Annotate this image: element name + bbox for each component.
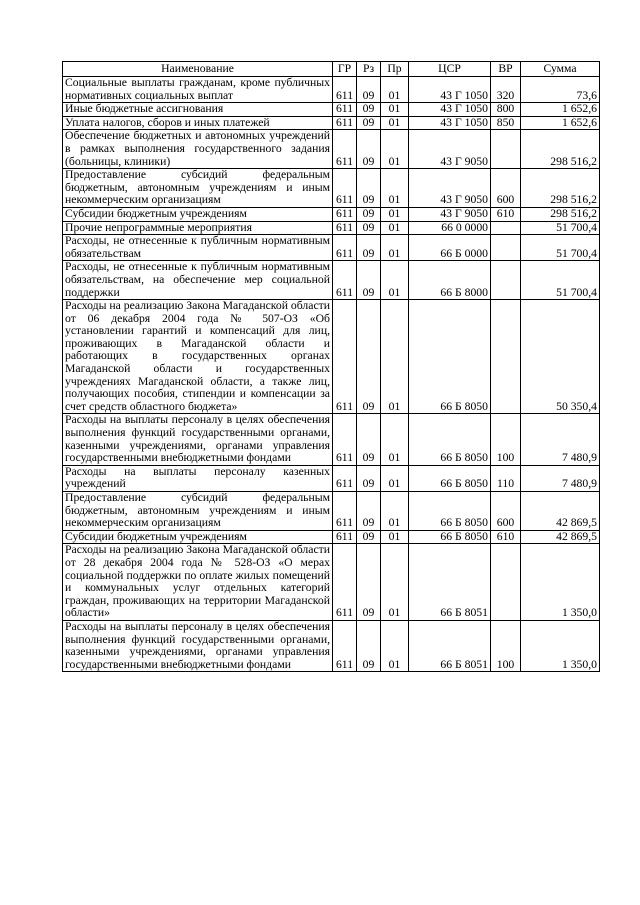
row-gr: 611 xyxy=(333,530,357,544)
row-name: Расходы на выплаты персоналу в целях обеспечения выполнения функций государственными органами, казенными учреждениями, органами управления государственными внебюджетными фондами xyxy=(63,414,333,465)
table-row xyxy=(63,235,600,261)
row-rz: 09 xyxy=(357,492,381,531)
row-name: Уплата налогов, сборов и иных платежей xyxy=(63,116,333,130)
table-row xyxy=(63,116,600,130)
row-sum: 298 516,2 xyxy=(521,130,600,169)
row-name: Прочие непрограммные мероприятия xyxy=(63,221,333,235)
row-vr: 100 xyxy=(491,414,521,465)
row-vr xyxy=(491,221,521,235)
row-gr: 611 xyxy=(333,492,357,531)
header-csr: ЦСР xyxy=(409,62,491,77)
row-vr: 850 xyxy=(491,116,521,130)
row-csr: 66 Б 8050 xyxy=(409,465,491,491)
row-pr: 01 xyxy=(381,620,409,671)
row-sum: 1 350,0 xyxy=(521,544,600,621)
row-csr: 43 Г 9050 xyxy=(409,169,491,208)
row-csr: 66 Б 8050 xyxy=(409,530,491,544)
header-name: Наименование xyxy=(63,62,333,77)
table-row xyxy=(63,77,600,103)
row-sum: 298 516,2 xyxy=(521,169,600,208)
row-pr: 01 xyxy=(381,300,409,414)
row-rz: 09 xyxy=(357,130,381,169)
row-pr: 01 xyxy=(381,116,409,130)
row-csr: 66 Б 8051 xyxy=(409,544,491,621)
row-name: Расходы на реализацию Закона Магаданской области от 06 декабря 2004 года № 507-ОЗ «Об установлении гарантий и компенсаций для лиц, проживающих в Магаданской области и работающих в государственных органах Магаданской области и государственных учреждениях Магаданской области, а также лиц, получающих пособия, стипендии и компенсации за счет средств областного бюджета» xyxy=(63,300,333,414)
row-csr: 66 Б 8051 xyxy=(409,620,491,671)
row-vr xyxy=(491,544,521,621)
row-sum: 7 480,9 xyxy=(521,414,600,465)
row-csr: 43 Г 9050 xyxy=(409,130,491,169)
row-sum: 51 700,4 xyxy=(521,261,600,300)
row-vr xyxy=(491,130,521,169)
table-row xyxy=(63,130,600,169)
row-pr: 01 xyxy=(381,544,409,621)
table-row xyxy=(63,530,600,544)
row-pr: 01 xyxy=(381,465,409,491)
row-vr: 610 xyxy=(491,207,521,221)
row-gr: 611 xyxy=(333,465,357,491)
row-name: Субсидии бюджетным учреждениям xyxy=(63,207,333,221)
row-name: Предоставление субсидий федеральным бюджетным, автономным учреждениям и иным некоммерческим организациям xyxy=(63,169,333,208)
table-row xyxy=(63,620,600,671)
row-gr: 611 xyxy=(333,414,357,465)
row-gr: 611 xyxy=(333,130,357,169)
table-row xyxy=(63,169,600,208)
row-gr: 611 xyxy=(333,300,357,414)
row-gr: 611 xyxy=(333,235,357,261)
row-sum: 42 869,5 xyxy=(521,530,600,544)
budget-table xyxy=(62,61,600,672)
row-name: Обеспечение бюджетных и автономных учреждений в рамках выполнения государственного задания (больницы, клиники) xyxy=(63,130,333,169)
row-rz: 09 xyxy=(357,77,381,103)
row-name: Субсидии бюджетным учреждениям xyxy=(63,530,333,544)
row-pr: 01 xyxy=(381,530,409,544)
row-name: Расходы, не отнесенные к публичным нормативным обязательствам xyxy=(63,235,333,261)
row-gr: 611 xyxy=(333,116,357,130)
row-rz: 09 xyxy=(357,103,381,117)
row-name: Расходы на реализацию Закона Магаданской области от 28 декабря 2004 года № 528-ОЗ «О мерах социальной поддержки по оплате жилых помещений и коммунальных услуг отдельных категорий граждан, проживающих на территории Магаданской области» xyxy=(63,544,333,621)
row-gr: 611 xyxy=(333,620,357,671)
row-gr: 611 xyxy=(333,261,357,300)
row-sum: 42 869,5 xyxy=(521,492,600,531)
row-name: Расходы на выплаты персоналу казенных учреждений xyxy=(63,465,333,491)
row-sum: 7 480,9 xyxy=(521,465,600,491)
row-pr: 01 xyxy=(381,130,409,169)
row-gr: 611 xyxy=(333,77,357,103)
row-vr: 600 xyxy=(491,492,521,531)
row-gr: 611 xyxy=(333,207,357,221)
row-rz: 09 xyxy=(357,169,381,208)
row-sum: 50 350,4 xyxy=(521,300,600,414)
header-pr: Пр xyxy=(381,62,409,77)
row-csr: 66 Б 8000 xyxy=(409,261,491,300)
row-pr: 01 xyxy=(381,169,409,208)
table-row xyxy=(63,207,600,221)
row-sum: 1 652,6 xyxy=(521,116,600,130)
row-sum: 51 700,4 xyxy=(521,235,600,261)
table-row xyxy=(63,465,600,491)
row-gr: 611 xyxy=(333,169,357,208)
table-row xyxy=(63,300,600,414)
row-pr: 01 xyxy=(381,492,409,531)
row-csr: 43 Г 9050 xyxy=(409,207,491,221)
header-gr: ГР xyxy=(333,62,357,77)
table-row xyxy=(63,414,600,465)
row-vr xyxy=(491,235,521,261)
row-sum: 298 516,2 xyxy=(521,207,600,221)
row-name: Иные бюджетные ассигнования xyxy=(63,103,333,117)
row-rz: 09 xyxy=(357,620,381,671)
table-row xyxy=(63,261,600,300)
row-rz: 09 xyxy=(357,300,381,414)
row-rz: 09 xyxy=(357,116,381,130)
row-vr: 100 xyxy=(491,620,521,671)
row-pr: 01 xyxy=(381,103,409,117)
row-rz: 09 xyxy=(357,414,381,465)
row-vr xyxy=(491,300,521,414)
table-row xyxy=(63,221,600,235)
row-csr: 66 Б 0000 xyxy=(409,235,491,261)
table-row xyxy=(63,103,600,117)
row-pr: 01 xyxy=(381,414,409,465)
row-gr: 611 xyxy=(333,544,357,621)
row-sum: 51 700,4 xyxy=(521,221,600,235)
row-vr: 800 xyxy=(491,103,521,117)
row-sum: 73,6 xyxy=(521,77,600,103)
row-rz: 09 xyxy=(357,465,381,491)
row-gr: 611 xyxy=(333,103,357,117)
row-vr: 610 xyxy=(491,530,521,544)
row-name: Расходы на выплаты персоналу в целях обеспечения выполнения функций государственными органами, казенными учреждениями, органами управления государственными внебюджетными фондами xyxy=(63,620,333,671)
row-pr: 01 xyxy=(381,235,409,261)
row-rz: 09 xyxy=(357,207,381,221)
row-name: Предоставление субсидий федеральным бюджетным, автономным учреждениям и иным некоммерческим организациям xyxy=(63,492,333,531)
row-pr: 01 xyxy=(381,221,409,235)
header-rz: Рз xyxy=(357,62,381,77)
row-pr: 01 xyxy=(381,261,409,300)
row-vr: 110 xyxy=(491,465,521,491)
row-vr xyxy=(491,261,521,300)
row-rz: 09 xyxy=(357,530,381,544)
table-row xyxy=(63,492,600,531)
row-rz: 09 xyxy=(357,544,381,621)
row-sum: 1 350,0 xyxy=(521,620,600,671)
header-sum: Сумма xyxy=(521,62,600,77)
row-vr: 320 xyxy=(491,77,521,103)
row-csr: 43 Г 1050 xyxy=(409,77,491,103)
row-csr: 43 Г 1050 xyxy=(409,116,491,130)
row-csr: 66 0 0000 xyxy=(409,221,491,235)
row-pr: 01 xyxy=(381,207,409,221)
row-vr: 600 xyxy=(491,169,521,208)
row-sum: 1 652,6 xyxy=(521,103,600,117)
row-csr: 66 Б 8050 xyxy=(409,300,491,414)
row-csr: 66 Б 8050 xyxy=(409,414,491,465)
row-name: Социальные выплаты гражданам, кроме публичных нормативных социальных выплат xyxy=(63,77,333,103)
row-gr: 611 xyxy=(333,221,357,235)
row-csr: 43 Г 1050 xyxy=(409,103,491,117)
header-vr: ВР xyxy=(491,62,521,77)
row-rz: 09 xyxy=(357,235,381,261)
row-rz: 09 xyxy=(357,221,381,235)
row-rz: 09 xyxy=(357,261,381,300)
row-name: Расходы, не отнесенные к публичным нормативным обязательствам, на обеспечение мер социальной поддержки xyxy=(63,261,333,300)
row-pr: 01 xyxy=(381,77,409,103)
table-header-row xyxy=(63,62,600,77)
table-row xyxy=(63,544,600,621)
row-csr: 66 Б 8050 xyxy=(409,492,491,531)
